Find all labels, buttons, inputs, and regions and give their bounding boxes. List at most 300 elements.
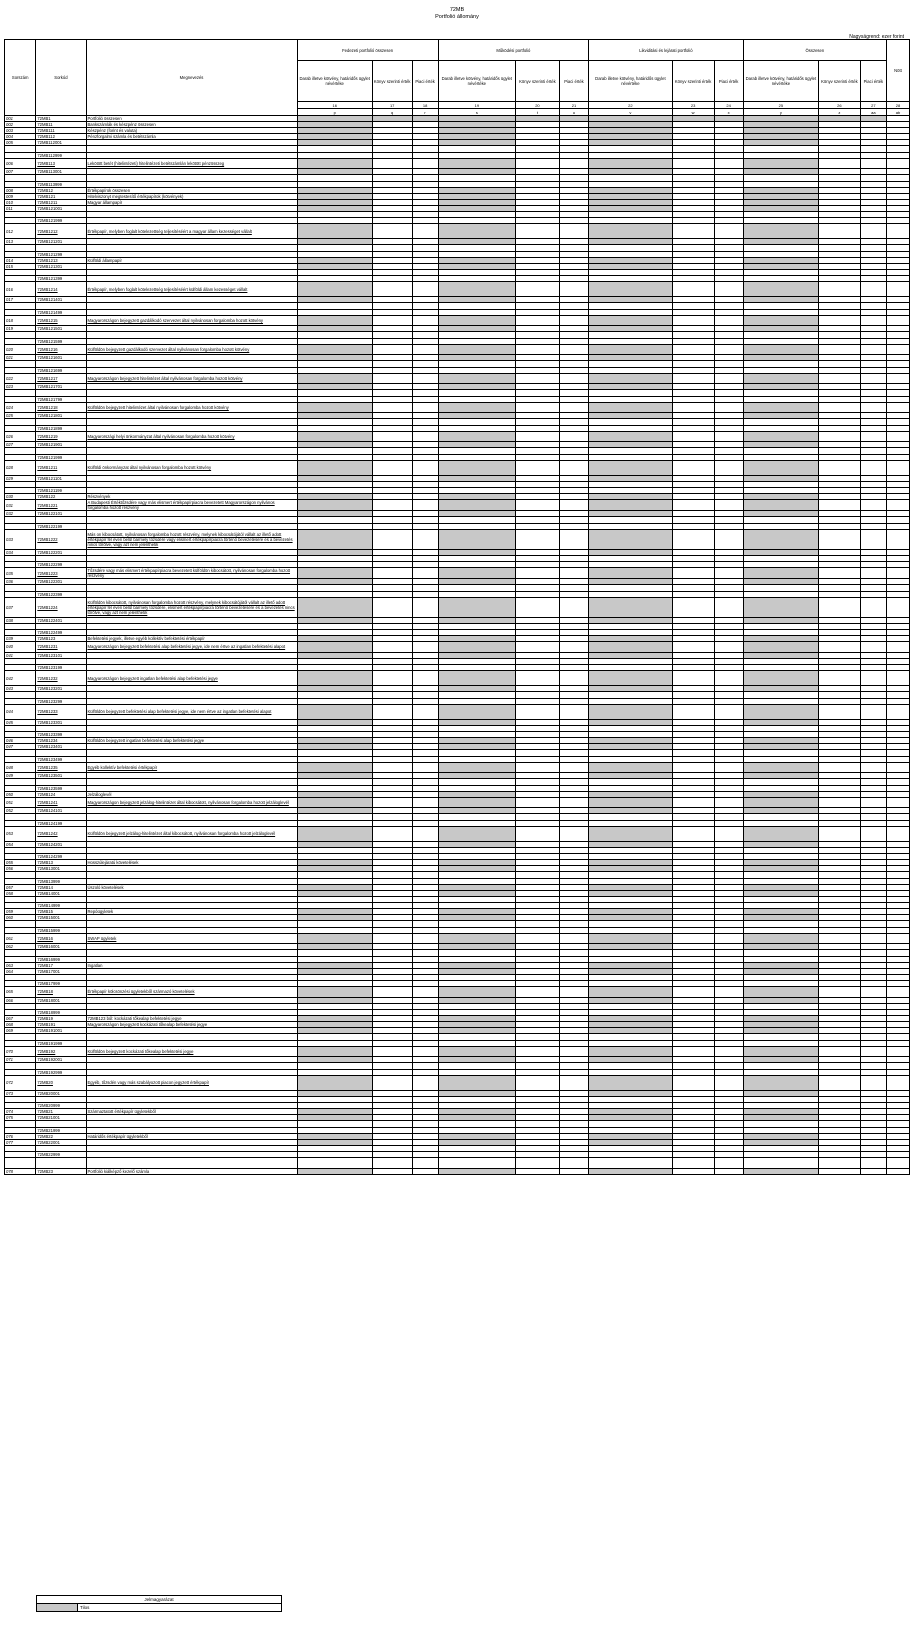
value-cell[interactable] — [886, 933, 909, 944]
value-cell[interactable] — [860, 460, 886, 475]
value-cell[interactable] — [559, 1046, 588, 1057]
value-cell[interactable] — [860, 642, 886, 653]
value-cell[interactable] — [672, 568, 714, 579]
value-cell[interactable] — [372, 431, 412, 442]
value-cell[interactable] — [559, 1075, 588, 1090]
value-cell[interactable] — [515, 826, 559, 841]
row-description: Pénzforgalmi számla és betétszámla — [86, 134, 297, 140]
value-cell[interactable] — [372, 224, 412, 239]
value-cell[interactable] — [515, 987, 559, 998]
value-cell — [589, 282, 673, 297]
value-cell[interactable] — [412, 344, 438, 355]
value-cell — [589, 529, 673, 549]
value-cell[interactable] — [515, 1075, 559, 1090]
value-cell[interactable] — [559, 762, 588, 773]
value-cell[interactable] — [672, 987, 714, 998]
value-cell[interactable] — [714, 987, 743, 998]
value-cell[interactable] — [589, 1158, 673, 1169]
value-cell[interactable] — [372, 1158, 412, 1169]
value-cell[interactable] — [860, 568, 886, 579]
value-cell[interactable] — [372, 597, 412, 617]
row-code: 72MB121699 — [36, 367, 86, 373]
value-cell[interactable] — [819, 671, 861, 686]
value-cell[interactable] — [819, 642, 861, 653]
table-row — [5, 597, 910, 617]
value-cell[interactable] — [412, 224, 438, 239]
value-cell[interactable] — [714, 431, 743, 442]
value-cell[interactable] — [412, 1046, 438, 1057]
value-cell[interactable] — [372, 1168, 412, 1174]
value-cell[interactable] — [714, 597, 743, 617]
value-cell[interactable] — [672, 1158, 714, 1169]
value-cell[interactable] — [743, 1158, 818, 1169]
row-description: Értékpapírok összesen — [86, 187, 297, 193]
value-cell[interactable] — [886, 987, 909, 998]
col-letter: q — [372, 109, 412, 116]
value-cell[interactable] — [860, 671, 886, 686]
value-cell[interactable] — [886, 797, 909, 808]
value-cell[interactable] — [860, 315, 886, 326]
row-description: Portfolió kiálképző kezelő számla — [86, 1168, 297, 1174]
row-number: 059 — [5, 909, 36, 915]
value-cell[interactable] — [819, 315, 861, 326]
value-cell — [438, 797, 515, 808]
value-cell[interactable] — [886, 671, 909, 686]
value-cell[interactable] — [515, 373, 559, 384]
value-cell[interactable] — [819, 529, 861, 549]
value-cell[interactable] — [412, 282, 438, 297]
value-cell[interactable] — [412, 1158, 438, 1169]
value-cell[interactable] — [714, 642, 743, 653]
row-code: 72MB124 — [36, 791, 86, 797]
value-cell — [438, 402, 515, 413]
value-cell[interactable] — [886, 344, 909, 355]
value-cell[interactable] — [372, 460, 412, 475]
value-cell[interactable] — [559, 671, 588, 686]
value-cell[interactable] — [559, 642, 588, 653]
value-cell[interactable] — [819, 500, 861, 511]
value-cell[interactable] — [819, 704, 861, 719]
value-cell[interactable] — [860, 1075, 886, 1090]
value-cell[interactable] — [412, 826, 438, 841]
value-cell[interactable] — [515, 642, 559, 653]
value-cell[interactable] — [559, 1168, 588, 1174]
value-cell[interactable] — [515, 762, 559, 773]
table-row — [5, 431, 910, 442]
value-cell[interactable] — [860, 344, 886, 355]
row-code: 72MB122399 — [36, 591, 86, 597]
row-code: 72MB13999 — [36, 878, 86, 884]
value-cell[interactable] — [714, 500, 743, 511]
value-cell[interactable] — [860, 158, 886, 169]
col-letter: ab — [886, 109, 909, 116]
table-row — [5, 568, 910, 579]
value-cell[interactable] — [412, 671, 438, 686]
value-cell[interactable] — [819, 1075, 861, 1090]
value-cell[interactable] — [515, 315, 559, 326]
value-cell[interactable] — [559, 704, 588, 719]
value-cell[interactable] — [886, 1046, 909, 1057]
value-cell[interactable] — [819, 568, 861, 579]
value-cell[interactable] — [559, 826, 588, 841]
value-cell[interactable] — [672, 933, 714, 944]
table-row — [5, 1075, 910, 1090]
value-cell[interactable] — [515, 282, 559, 297]
row-number: 018 — [5, 315, 36, 326]
value-cell[interactable] — [714, 529, 743, 549]
value-cell[interactable] — [515, 597, 559, 617]
value-cell[interactable] — [515, 1168, 559, 1174]
value-cell[interactable] — [412, 529, 438, 549]
row-code: 72MB121701 — [36, 384, 86, 390]
row-code: 72MB15001 — [36, 915, 86, 921]
value-cell[interactable] — [886, 762, 909, 773]
value-cell — [438, 431, 515, 442]
value-cell[interactable] — [819, 762, 861, 773]
value-cell[interactable] — [714, 1075, 743, 1090]
value-cell[interactable] — [559, 987, 588, 998]
value-cell[interactable] — [515, 704, 559, 719]
value-cell[interactable] — [886, 642, 909, 653]
value-cell[interactable] — [860, 1046, 886, 1057]
value-cell[interactable] — [819, 1158, 861, 1169]
value-cell[interactable] — [412, 597, 438, 617]
col-letter: y — [743, 109, 818, 116]
row-number: 030 — [5, 494, 36, 500]
value-cell[interactable] — [372, 797, 412, 808]
value-cell[interactable] — [714, 1046, 743, 1057]
value-cell[interactable] — [886, 158, 909, 169]
value-cell[interactable] — [412, 762, 438, 773]
value-cell[interactable] — [714, 315, 743, 326]
value-cell[interactable] — [819, 344, 861, 355]
value-cell[interactable] — [886, 568, 909, 579]
value-cell[interactable] — [372, 1075, 412, 1090]
value-cell[interactable] — [412, 704, 438, 719]
value-cell[interactable] — [860, 987, 886, 998]
value-cell[interactable] — [559, 933, 588, 944]
value-cell[interactable] — [372, 762, 412, 773]
value-cell[interactable] — [860, 933, 886, 944]
value-cell[interactable] — [819, 431, 861, 442]
row-code: 72MB123599 — [36, 785, 86, 791]
value-cell — [297, 933, 372, 944]
value-cell[interactable] — [559, 500, 588, 511]
row-code: 72MB121499 — [36, 309, 86, 315]
value-cell[interactable] — [672, 1075, 714, 1090]
row-description: Külföldön bejegyzett hitelintézet által nyilvánosan forgalomba hozott kötvény — [86, 402, 297, 413]
value-cell[interactable] — [860, 282, 886, 297]
value-cell[interactable] — [860, 762, 886, 773]
value-cell[interactable] — [672, 431, 714, 442]
value-cell[interactable] — [672, 597, 714, 617]
value-cell[interactable] — [559, 597, 588, 617]
value-cell[interactable] — [672, 402, 714, 413]
value-cell — [297, 158, 372, 169]
value-cell[interactable] — [412, 568, 438, 579]
value-cell[interactable] — [372, 344, 412, 355]
value-cell[interactable] — [559, 460, 588, 475]
value-cell[interactable] — [672, 797, 714, 808]
value-cell[interactable] — [860, 224, 886, 239]
value-cell[interactable] — [559, 1158, 588, 1169]
value-cell[interactable] — [412, 402, 438, 413]
value-cell[interactable] — [886, 282, 909, 297]
row-number: 042 — [5, 671, 36, 686]
value-cell — [589, 373, 673, 384]
value-cell[interactable] — [714, 797, 743, 808]
value-cell — [743, 315, 818, 326]
value-cell[interactable] — [714, 344, 743, 355]
row-number: 015 — [5, 263, 36, 269]
value-cell[interactable] — [886, 704, 909, 719]
value-cell[interactable] — [860, 373, 886, 384]
value-cell — [589, 568, 673, 579]
value-cell[interactable] — [886, 1158, 909, 1169]
value-cell[interactable] — [672, 1046, 714, 1057]
table-row — [5, 529, 910, 549]
value-cell[interactable] — [886, 460, 909, 475]
value-cell[interactable] — [412, 431, 438, 442]
value-cell[interactable] — [372, 158, 412, 169]
value-cell[interactable] — [860, 1158, 886, 1169]
row-number: 033 — [5, 529, 36, 549]
value-cell — [589, 460, 673, 475]
value-cell[interactable] — [672, 529, 714, 549]
row-number: 068 — [5, 1022, 36, 1028]
value-cell[interactable] — [714, 568, 743, 579]
value-cell[interactable] — [372, 402, 412, 413]
value-cell[interactable] — [714, 282, 743, 297]
value-cell[interactable] — [559, 373, 588, 384]
value-cell[interactable] — [886, 1075, 909, 1090]
value-cell[interactable] — [559, 224, 588, 239]
value-cell[interactable] — [819, 987, 861, 998]
value-cell — [297, 460, 372, 475]
value-cell[interactable] — [714, 826, 743, 841]
value-cell[interactable] — [372, 642, 412, 653]
value-cell[interactable] — [559, 402, 588, 413]
value-cell[interactable] — [372, 671, 412, 686]
value-cell[interactable] — [515, 933, 559, 944]
value-cell[interactable] — [672, 460, 714, 475]
value-cell[interactable] — [372, 568, 412, 579]
value-cell[interactable] — [860, 597, 886, 617]
value-cell[interactable] — [886, 373, 909, 384]
row-description: Határidős értékpapír ügyletekből — [86, 1133, 297, 1139]
value-cell[interactable] — [860, 500, 886, 511]
value-cell[interactable] — [559, 282, 588, 297]
row-code: 72MB1213 — [36, 257, 86, 263]
value-cell[interactable] — [672, 826, 714, 841]
row-code: 72MB17 — [36, 962, 86, 968]
value-cell[interactable] — [819, 460, 861, 475]
value-cell[interactable] — [714, 704, 743, 719]
row-code: 72MB122299 — [36, 562, 86, 568]
value-cell[interactable] — [297, 1158, 372, 1169]
value-cell[interactable] — [714, 671, 743, 686]
subcol-0-2: Piaci érték — [412, 61, 438, 102]
value-cell[interactable] — [559, 797, 588, 808]
value-cell[interactable] — [372, 826, 412, 841]
value-cell[interactable] — [819, 797, 861, 808]
col-number: 19 — [438, 102, 515, 109]
value-cell[interactable] — [559, 158, 588, 169]
row-number: 010 — [5, 199, 36, 205]
value-cell[interactable] — [819, 1046, 861, 1057]
value-cell[interactable] — [672, 158, 714, 169]
value-cell[interactable] — [886, 1168, 909, 1174]
value-cell[interactable] — [714, 158, 743, 169]
value-cell[interactable] — [819, 1168, 861, 1174]
legend-title: Jelmagyarázat — [37, 1596, 282, 1604]
row-number: 051 — [5, 797, 36, 808]
value-cell[interactable] — [672, 762, 714, 773]
value-cell[interactable] — [714, 460, 743, 475]
value-cell[interactable] — [860, 826, 886, 841]
value-cell[interactable] — [372, 373, 412, 384]
value-cell[interactable] — [714, 1158, 743, 1169]
value-cell[interactable] — [886, 402, 909, 413]
value-cell[interactable] — [412, 1168, 438, 1174]
legend — [36, 1595, 282, 1612]
value-cell[interactable] — [672, 282, 714, 297]
value-cell[interactable] — [515, 431, 559, 442]
row-number: 002 — [5, 122, 36, 128]
value-cell[interactable] — [412, 642, 438, 653]
value-cell[interactable] — [559, 529, 588, 549]
value-cell — [438, 597, 515, 617]
col-number: 23 — [672, 102, 714, 109]
value-cell[interactable] — [412, 987, 438, 998]
value-cell[interactable] — [559, 568, 588, 579]
value-cell[interactable] — [672, 671, 714, 686]
value-cell[interactable] — [412, 460, 438, 475]
row-number: 022 — [5, 373, 36, 384]
value-cell[interactable] — [860, 529, 886, 549]
value-cell[interactable] — [515, 500, 559, 511]
value-cell[interactable] — [672, 704, 714, 719]
value-cell[interactable] — [819, 373, 861, 384]
row-number: 003 — [5, 128, 36, 134]
value-cell[interactable] — [515, 568, 559, 579]
value-cell[interactable] — [412, 373, 438, 384]
value-cell[interactable] — [515, 797, 559, 808]
value-cell[interactable] — [515, 1158, 559, 1169]
value-cell[interactable] — [372, 315, 412, 326]
value-cell[interactable] — [559, 431, 588, 442]
value-cell[interactable] — [412, 1075, 438, 1090]
row-description: SWAP ügyletek — [86, 933, 297, 944]
value-cell[interactable] — [672, 1168, 714, 1174]
table-row — [5, 762, 910, 773]
row-code: 72MB1241 — [36, 797, 86, 808]
value-cell[interactable] — [372, 1046, 412, 1057]
value-cell — [297, 826, 372, 841]
value-cell[interactable] — [886, 224, 909, 239]
value-cell[interactable] — [372, 500, 412, 511]
value-cell[interactable] — [412, 158, 438, 169]
value-cell — [438, 1046, 515, 1057]
value-cell[interactable] — [372, 529, 412, 549]
value-cell[interactable] — [819, 224, 861, 239]
value-cell[interactable] — [672, 500, 714, 511]
value-cell[interactable] — [819, 933, 861, 944]
value-cell[interactable] — [714, 373, 743, 384]
value-cell[interactable] — [412, 315, 438, 326]
value-cell[interactable] — [886, 597, 909, 617]
value-cell[interactable] — [819, 158, 861, 169]
row-number: 009 — [5, 193, 36, 199]
value-cell[interactable] — [559, 344, 588, 355]
value-cell[interactable] — [372, 987, 412, 998]
value-cell[interactable] — [515, 529, 559, 549]
value-cell[interactable] — [714, 762, 743, 773]
value-cell[interactable] — [672, 224, 714, 239]
row-code: 72MB123301 — [36, 719, 86, 725]
value-cell[interactable] — [860, 797, 886, 808]
value-cell[interactable] — [714, 402, 743, 413]
value-cell[interactable] — [515, 460, 559, 475]
value-cell[interactable] — [515, 344, 559, 355]
value-cell[interactable] — [819, 402, 861, 413]
row-code: 72MB1233 — [36, 704, 86, 719]
value-cell[interactable] — [860, 704, 886, 719]
value-cell[interactable] — [559, 315, 588, 326]
value-cell[interactable] — [515, 671, 559, 686]
value-cell[interactable] — [886, 826, 909, 841]
value-cell[interactable] — [515, 402, 559, 413]
value-cell[interactable] — [412, 797, 438, 808]
value-cell[interactable] — [672, 315, 714, 326]
row-code: 72MB124199 — [36, 820, 86, 826]
value-cell[interactable] — [372, 704, 412, 719]
value-cell[interactable] — [714, 224, 743, 239]
value-cell — [743, 224, 818, 239]
value-cell[interactable] — [714, 1168, 743, 1174]
row-code: 72MB192999 — [36, 1069, 86, 1075]
value-cell[interactable] — [515, 1046, 559, 1057]
value-cell[interactable] — [714, 933, 743, 944]
value-cell[interactable] — [860, 1168, 886, 1174]
row-code: 72MB1211 — [36, 460, 86, 475]
value-cell[interactable] — [515, 224, 559, 239]
value-cell[interactable] — [372, 282, 412, 297]
value-cell[interactable] — [372, 933, 412, 944]
value-cell[interactable] — [672, 373, 714, 384]
row-code: 72MB121901 — [36, 442, 86, 448]
value-cell[interactable] — [886, 500, 909, 511]
col-number: 22 — [589, 102, 673, 109]
value-cell[interactable] — [819, 597, 861, 617]
value-cell[interactable] — [438, 1158, 515, 1169]
value-cell[interactable] — [860, 402, 886, 413]
value-cell[interactable] — [412, 500, 438, 511]
value-cell[interactable] — [819, 282, 861, 297]
row-number: 071 — [5, 1057, 36, 1063]
value-cell[interactable] — [860, 431, 886, 442]
value-cell[interactable] — [886, 315, 909, 326]
col-letter: u — [559, 109, 588, 116]
value-cell[interactable] — [886, 529, 909, 549]
value-cell[interactable] — [819, 826, 861, 841]
value-cell[interactable] — [672, 642, 714, 653]
value-cell[interactable] — [886, 431, 909, 442]
value-cell[interactable] — [412, 933, 438, 944]
value-cell — [297, 1046, 372, 1057]
value-cell[interactable] — [515, 158, 559, 169]
value-cell[interactable] — [672, 344, 714, 355]
